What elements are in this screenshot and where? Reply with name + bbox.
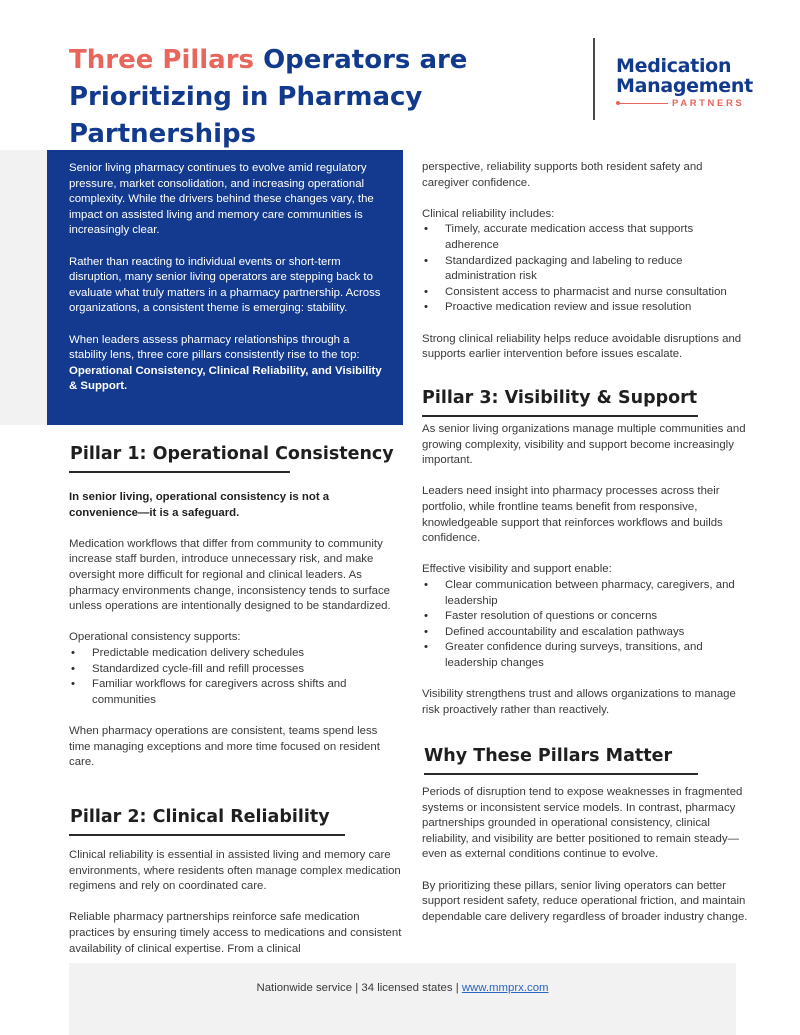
pillar1-lead: In senior living, operational consistency is not a convenience—it is a safeguard.: [69, 491, 330, 519]
why-underline: [424, 773, 698, 775]
pillar3-list: [422, 578, 750, 672]
list-item: • Consistent access to pharmacist and nurse consultation: [422, 285, 750, 301]
pillar3-paragraph-1: As senior living organizations manage multiple communities and growing complexity, visibility and support become increasingly important.: [422, 423, 746, 467]
list-item: • Timely, accurate medication access that supports adherence: [422, 222, 750, 253]
logo-rule: [616, 103, 668, 104]
pillar3-body: [422, 422, 750, 718]
logo-line-3: PARTNERS: [672, 98, 745, 109]
intro-box: [47, 150, 403, 425]
intro-paragraph-3: [69, 333, 389, 395]
footer-text: Nationwide service | 34 licensed states |: [256, 982, 462, 994]
list-item: • Familiar workflows for caregivers across shifts and communities: [69, 677, 399, 708]
list-item: • Greater confidence during surveys, transitions, and leadership changes: [422, 640, 750, 671]
pillar2-list-intro: Clinical reliability includes:: [422, 207, 555, 220]
pillar1-closing: When pharmacy operations are consistent, teams spend less time managing exceptions and more time focused on resident care.: [69, 724, 380, 769]
intro-paragraph-1: Senior living pharmacy continues to evolve amid regulatory pressure, market consolidation, and increasing operational complexity. While the drivers behind these changes vary, the impact on assisted living and memory care communities is increasingly clear.: [69, 162, 374, 237]
list-item: • Faster resolution of questions or concerns: [422, 609, 750, 625]
pillar2-closing: Strong clinical reliability helps reduce avoidable disruptions and supports earlier intervention before issues escalate.: [422, 332, 742, 361]
pillar1-section: [69, 443, 402, 473]
pillar2-underline: [69, 834, 345, 836]
pillar2-body-left: [69, 848, 402, 957]
footer: [69, 963, 736, 1035]
pillar3-closing: Visibility strengthens trust and allows organizations to manage risk proactively rather than reactively.: [422, 688, 736, 716]
logo-tagline-row: [616, 98, 766, 109]
logo-line-2: Management: [616, 75, 753, 97]
page-title: [69, 42, 589, 153]
pillar1-body: [69, 490, 399, 771]
pillar2-paragraph-1: Clinical reliability is essential in assisted living and memory care environments, where residents often manage complex medication regimens and rely on coordinated care.: [69, 849, 401, 893]
logo-line-1: Medication: [616, 55, 732, 77]
list-item: • Clear communication between pharmacy, caregivers, and leadership: [422, 578, 750, 609]
list-item: • Standardized packaging and labeling to reduce administration risk: [422, 254, 750, 285]
company-logo: [616, 56, 766, 109]
intro-side-band: [0, 150, 47, 425]
pillar2-paragraph-2-start: Reliable pharmacy partnerships reinforce safe medication practices by ensuring timely access to medications and consistent availability of clinical expertise. From a clinical: [69, 911, 402, 955]
pillar2-list: [422, 222, 750, 316]
intro-pillars-summary: Operational Consistency, Clinical Reliability, and Visibility & Support.: [69, 364, 382, 393]
list-item: • Predictable medication delivery schedules: [69, 646, 399, 662]
pillar2-heading: Pillar 2: Clinical Reliability: [70, 807, 330, 827]
list-item: • Proactive medication review and issue resolution: [422, 300, 750, 316]
pillar3-heading: Pillar 3: Visibility & Support: [422, 388, 698, 408]
why-section: [424, 745, 754, 775]
pillar2-body-right: [422, 160, 750, 363]
pillar1-list: [69, 646, 399, 708]
why-body: [422, 785, 750, 925]
header-divider: [593, 38, 595, 120]
pillar1-heading: Pillar 1: Operational Consistency: [70, 444, 394, 464]
pillar2-section: [69, 806, 402, 836]
pillar2-paragraph-2-end: perspective, reliability supports both resident safety and caregiver confidence.: [422, 161, 703, 189]
pillar3-section: [422, 387, 752, 417]
why-paragraph-2: By prioritizing these pillars, senior living operators can better support resident safety, reduce operational friction, and maintain dependable care delivery regardless of broader industry change.: [422, 879, 748, 923]
intro-paragraph-2: Rather than reacting to individual events or short-term disruption, many senior living operators are stepping back to evaluate what truly matters in a pharmacy partnership. Across organizations, a consistent theme is emerging: stability.: [69, 255, 381, 315]
pillar3-list-intro: Effective visibility and support enable:: [422, 563, 612, 576]
intro-paragraph-3-text: When leaders assess pharmacy relationships through a stability lens, three core pillars consistently rise to the top:: [69, 333, 360, 362]
pillar1-paragraph: Medication workflows that differ from community to community increase staff burden, introduce unnecessary risk, and make oversight more difficult for regional and clinical leaders. As pharmacy environments change, inconsistency tends to surface unless operations are intentionally designed to be standardized.: [69, 537, 391, 613]
list-item: • Defined accountability and escalation pathways: [422, 625, 750, 641]
pillar1-underline: [69, 471, 290, 473]
list-item: • Standardized cycle-fill and refill processes: [69, 662, 399, 678]
why-paragraph-1: Periods of disruption tend to expose weaknesses in fragmented systems or inconsistent service models. In contrast, pharmacy partnerships grounded in operational consistency, clinical reliability, and visibility are better positioned to remain steady—even as external conditions continue to evolve.: [422, 786, 743, 861]
pillar3-underline: [422, 415, 698, 417]
title-accent: Three Pillars: [69, 45, 255, 75]
title-rest: Operators are Prioritizing in Pharmacy Partnerships: [69, 45, 468, 149]
pillar1-list-intro: Operational consistency supports:: [69, 631, 241, 644]
website-link[interactable]: www.mmprx.com: [461, 982, 549, 994]
pillar3-paragraph-2: Leaders need insight into pharmacy processes across their portfolio, while frontline teams benefit from responsive, knowledgeable support that reinforces workflows and builds confidence.: [422, 485, 723, 545]
why-heading: Why These Pillars Matter: [424, 746, 673, 766]
